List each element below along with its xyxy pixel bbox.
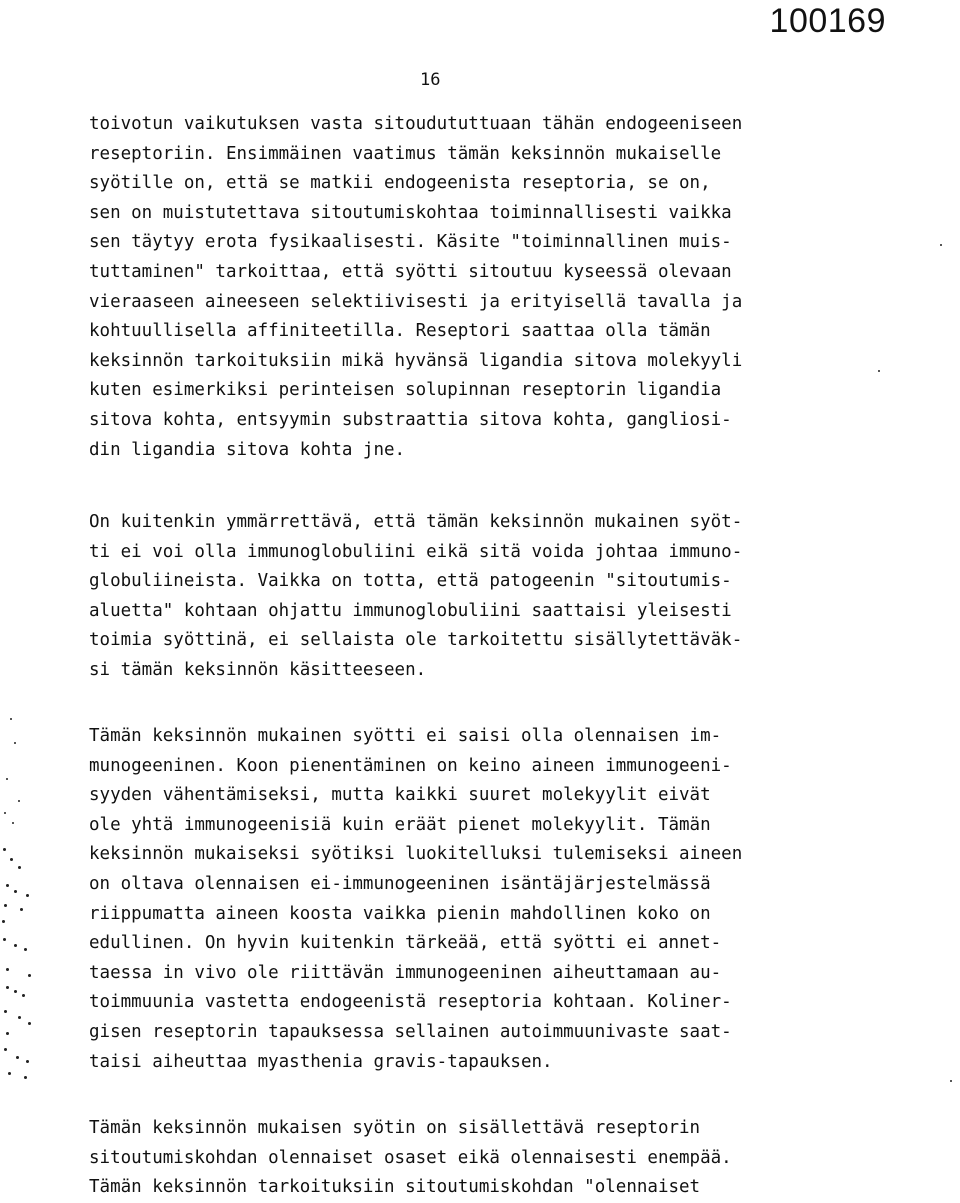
scan-speck <box>10 718 12 720</box>
text-line: Tämän keksinnön tarkoituksiin sitoutumiskohdan "olennaiset <box>89 1177 701 1198</box>
scan-speck <box>18 1016 21 1019</box>
scan-speck <box>14 990 17 993</box>
scan-speck <box>6 986 9 989</box>
scan-speck <box>878 370 880 372</box>
scan-speck <box>14 944 17 947</box>
scan-speck <box>4 904 7 907</box>
text-line: syyden vähentämiseksi, mutta kaikki suuret molekyylit eivät <box>89 785 711 806</box>
text-line: sitova kohta, entsyymin substraattia sitova kohta, gangliosi- <box>89 409 732 430</box>
text-line: toivotun vaikutuksen vasta sitoudututtuaan tähän endogeeniseen <box>89 114 743 134</box>
paragraph-4 <box>89 1114 732 1203</box>
text-line: globuliineista. Vaikka on totta, että patogeenin "sitoutumis- <box>89 571 732 592</box>
scan-speck <box>14 742 16 744</box>
text-line: din ligandia sitova kohta jne. <box>89 439 406 460</box>
document-number: 100169 <box>769 2 886 40</box>
paragraph-1 <box>89 110 742 465</box>
text-line: aluetta" kohtaan ohjattu immunoglobuliini saattaisi yleisesti <box>89 600 732 621</box>
text-line: vieraaseen aineeseen selektiivisesti ja erityisellä tavalla ja <box>89 291 743 312</box>
scan-speck <box>26 894 29 897</box>
scan-speck <box>3 848 6 851</box>
text-line: toimmuunia vastetta endogeenistä reseptoria kohtaan. Koliner- <box>89 992 732 1013</box>
text-line: keksinnön tarkoituksiin mikä hyvänsä ligandia sitova molekyyli <box>89 350 743 371</box>
scan-speck <box>4 812 6 814</box>
text-line: si tämän keksinnön käsitteeseen. <box>89 659 427 680</box>
text-line: edullinen. On hyvin kuitenkin tärkeää, että syötti ei annet- <box>89 933 722 954</box>
text-line: sitoutumiskohdan olennaiset osaset eikä olennaisesti enempää. <box>89 1147 732 1168</box>
scan-speck <box>6 778 8 780</box>
scan-speck <box>10 858 13 861</box>
page-number: 16 <box>420 70 441 90</box>
text-line: gisen reseptorin tapauksessa sellainen autoimmuunivaste saat- <box>89 1021 732 1042</box>
scan-speck <box>14 890 17 893</box>
text-line: ole yhtä immunogeenisiä kuin eräät pienet molekyylit. Tämän <box>89 814 711 835</box>
text-line: riippumatta aineen koosta vaikka pienin mahdollinen koko on <box>89 903 711 924</box>
scan-speck <box>28 974 31 977</box>
text-line: On kuitenkin ymmärrettävä, että tämän keksinnön mukainen syöt- <box>89 512 743 532</box>
text-line: keksinnön mukaiseksi syötiksi luokitelluksi tulemiseksi aineen <box>89 844 743 865</box>
paragraph-2 <box>89 508 742 686</box>
scan-speck <box>12 822 14 824</box>
scan-speck <box>28 1022 31 1025</box>
text-line: sen on muistutettava sitoutumiskohtaa toiminnallisesti vaikka <box>89 202 732 223</box>
scan-speck <box>6 884 9 887</box>
text-line: reseptoriin. Ensimmäinen vaatimus tämän keksinnön mukaiselle <box>89 143 722 164</box>
scan-speck <box>940 244 942 246</box>
scan-speck <box>24 948 27 951</box>
text-line: syötille on, että se matkii endogeenista reseptoria, se on, <box>89 173 711 194</box>
scan-speck <box>6 968 9 971</box>
text-line: munogeeninen. Koon pienentäminen on keino aineen immunogeeni- <box>89 755 732 776</box>
scan-speck <box>26 1060 29 1063</box>
text-line: toimia syöttinä, ei sellaista ole tarkoitettu sisällytettäväk- <box>89 630 743 651</box>
text-line: ti ei voi olla immunoglobuliini eikä sitä voida johtaa immuno- <box>89 541 743 562</box>
text-line: kohtuullisella affiniteetilla. Reseptori saattaa olla tämän <box>89 321 711 342</box>
scan-speck <box>18 800 20 802</box>
scan-speck <box>24 1076 27 1079</box>
scan-speck <box>16 1056 19 1059</box>
text-line: Tämän keksinnön mukainen syötti ei saisi olla olennaisen im- <box>89 726 722 746</box>
scan-speck <box>8 1072 11 1075</box>
scan-speck <box>4 1010 7 1013</box>
scan-speck <box>3 938 6 941</box>
scan-speck <box>950 1080 952 1082</box>
text-line: taisi aiheuttaa myasthenia gravis-tapauksen. <box>89 1051 553 1072</box>
scan-speck <box>4 1048 7 1051</box>
text-line: sen täytyy erota fysikaalisesti. Käsite "toiminnallinen muis- <box>89 232 732 253</box>
scan-speck <box>22 994 25 997</box>
text-line: tuttaminen" tarkoittaa, että syötti sitoutuu kyseessä olevaan <box>89 261 732 282</box>
text-line: on oltava olennaisen ei-immunogeeninen isäntäjärjestelmässä <box>89 873 711 894</box>
scan-speck <box>6 1032 9 1035</box>
scan-speck <box>20 908 23 911</box>
scan-speck <box>18 866 21 869</box>
text-line: kuten esimerkiksi perinteisen solupinnan reseptorin ligandia <box>89 380 722 401</box>
paragraph-3 <box>89 722 742 1077</box>
text-line: taessa in vivo ole riittävän immunogeeninen aiheuttamaan au- <box>89 962 722 983</box>
scan-speck <box>2 920 5 923</box>
text-line: Tämän keksinnön mukaisen syötin on sisällettävä reseptorin <box>89 1118 701 1138</box>
